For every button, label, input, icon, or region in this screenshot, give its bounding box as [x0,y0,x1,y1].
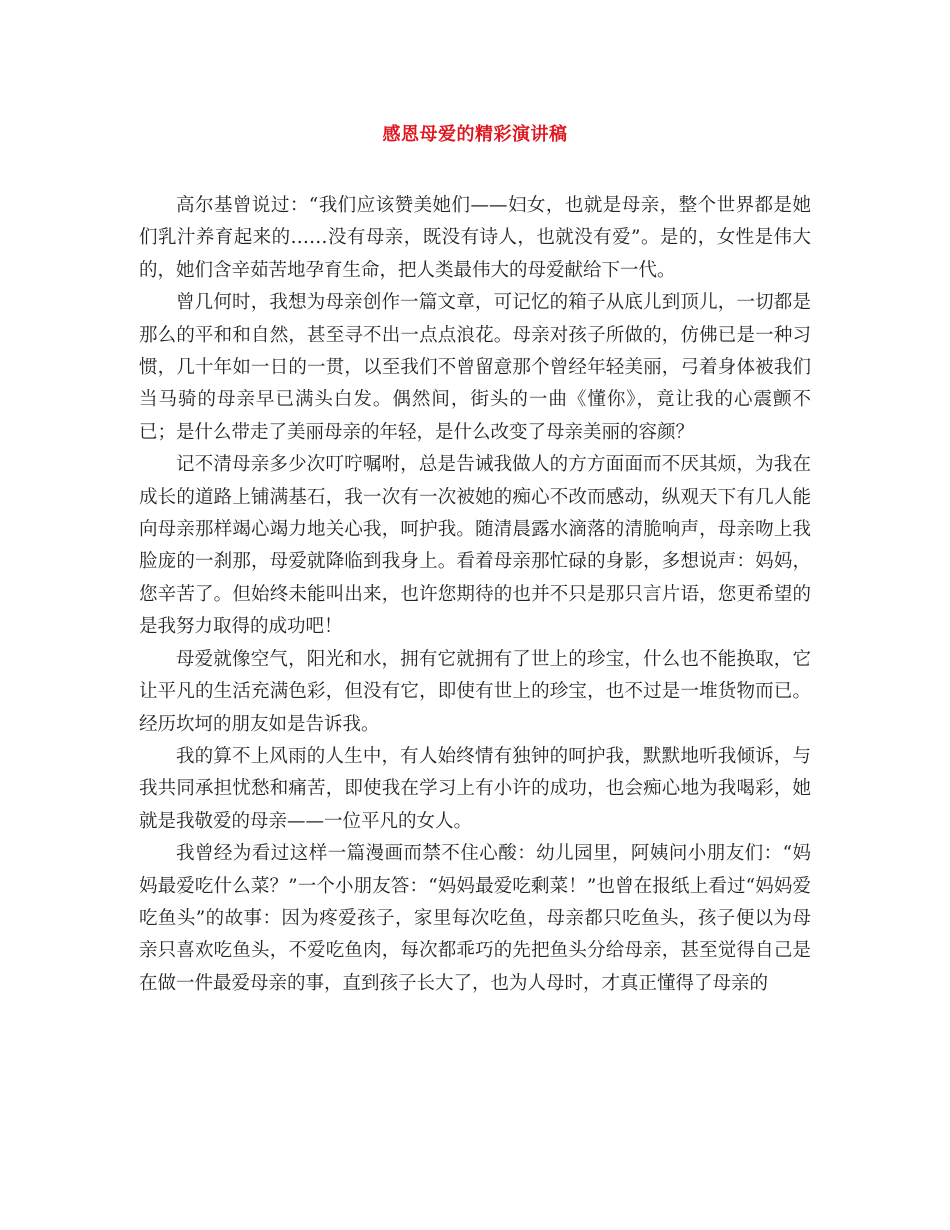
paragraph: 我的算不上风雨的人生中，有人始终情有独钟的呵护我，默默地听我倾诉，与我共同承担忧愁和痛苦，即使我在学习上有小许的成功，也会痴心地为我喝彩，她就是我敬爱的母亲——一位平凡的女人。 [139,745,811,832]
paragraph: 高尔基曾说过：“我们应该赞美她们——妇女，也就是母亲，整个世界都是她们乳汁养育起来的……没有母亲，既没有诗人，也就没有爱”。是的，女性是伟大的，她们含辛茹苦地孕育生命，把人类最伟大的母爱献给下一代。 [139,195,811,281]
document-title: 感恩母爱的精彩演讲稿 [382,124,568,145]
paragraph: 我曾经为看过这样一篇漫画而禁不住心酸：幼儿园里，阿姨问小朋友们：“妈妈最爱吃什么菜？”一个小朋友答：“妈妈最爱吃剩菜！”也曾在报纸上看过“妈妈爱吃鱼头”的故事：因为疼爱孩子，家里每次吃鱼，母亲都只吃鱼头，孩子便以为母亲只喜欢吃鱼头，不爱吃鱼肉，每次都乖巧的先把鱼头分给母亲，甚至觉得自己是在做一件最爱母亲的事，直到孩子长大了，也为人母时，才真正懂得了母亲的 [139,843,811,994]
paragraph: 记不清母亲多少次叮咛嘱咐，总是告诫我做人的方方面面而不厌其烦，为我在成长的道路上铺满基石，我一次有一次被她的痴心不改而感动，纵观天下有几人能向母亲那样竭心竭力地关心我，呵护我。随清晨露水滴落的清脆响声，母亲吻上我脸庞的一刹那，母爱就降临到我身上。看着母亲那忙碌的身影，多想说声：妈妈，您辛苦了。但始终未能叫出来，也许您期待的也并不只是那只言片语，您更希望的是我努力取得的成功吧！ [139,454,811,638]
paragraph: 曾几何时，我想为母亲创作一篇文章，可记忆的箱子从底儿到顶儿，一切都是那么的平和和自然，甚至寻不出一点点浪花。母亲对孩子所做的，仿佛已是一种习惯，几十年如一日的一贯，以至我们不曾留意那个曾经年轻美丽，弓着身体被我们当马骑的母亲早已满头白发。偶然间，街头的一曲《懂你》，竟让我的心震颤不已；是什么带走了美丽母亲的年轻，是什么改变了母亲美丽的容颜？ [139,292,811,443]
document-body [139,190,811,1000]
paragraph: 母爱就像空气，阳光和水，拥有它就拥有了世上的珍宝，什么也不能换取，它让平凡的生活充满色彩，但没有它，即使有世上的珍宝，也不过是一堆货物而已。经历坎坷的朋友如是告诉我。 [139,648,811,735]
